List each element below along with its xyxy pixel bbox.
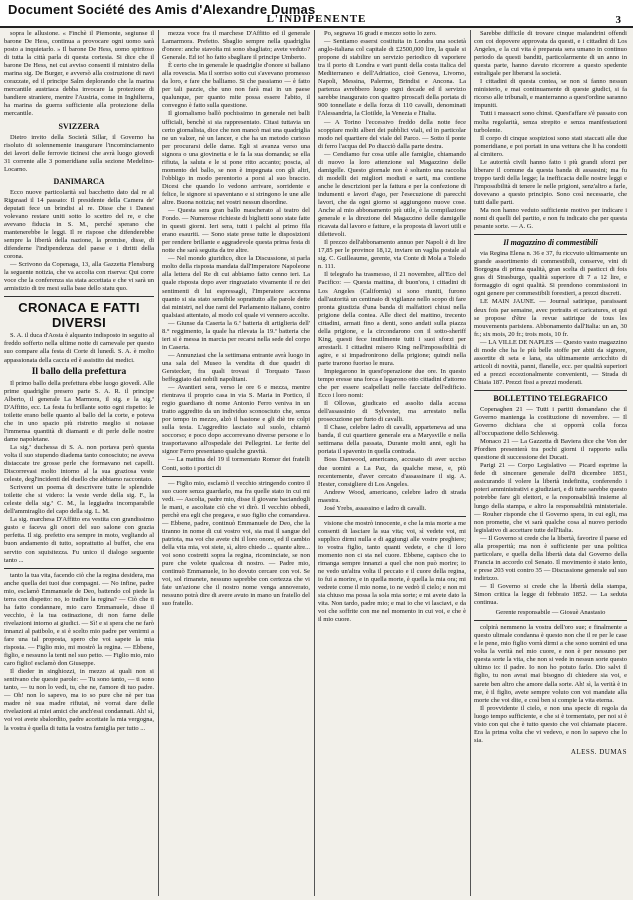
article-paragraph: — Nel mondo giuridico, dice la Discussione, si parla molto della risposta mandata dall'Imperatore Napoleone alla lettera del Re di cui abbiamo fatto cenno ieri. La quale risposta dopo aver ringraziato vivamente il re dei sentimenti di lui espressagli, l'Imperatore accenna quanto si sia stato sensibile soprattutto alle parole dette dai ministri, nel due rami del Parlamento italiano, contro qualsiasi attentato, al modo col quale vi vennero accolte. [162, 255, 310, 319]
article-paragraph: Po, segnava 16 gradi e mezzo sotto lo zero. [324, 30, 437, 37]
telegram-paragraph: — Il Governo si crede che la libertà della stampa, Simon critica la legge di febbraio 1852. — La seduta continua. [474, 583, 627, 607]
article-paragraph: — Annunziasi che la settimana entrante avrà luogo in una sala del Museo la vendita di due quadri di Gerstecker, fra quali trovasi il Torquato Tasso beffeggiato dai nobili napolitani. [162, 351, 310, 384]
column-3 [318, 30, 466, 896]
feuilleton-divider [318, 516, 466, 517]
feuilleton-divider [4, 568, 154, 569]
advertisement-paragraph: LE MAIN JAUNE. — Journal satirique, paraissant deux fois par semaine, avec portraits et caricatures, et qui se propose d'être la revue satirique de tous les mouvements parisiens. Abbonamento dall'Italia: un an, 30 fr.; six mois, 20 fr.; trois mois, 10 fr. [474, 298, 627, 338]
article-paragraph: José Yrebs, assassino e ladro di cavalli. [324, 504, 427, 512]
column-1 [4, 30, 154, 896]
article-paragraph: Ecco nuove particolarità sul bacchetto dato dal re al Rigsraad il 14 passato: Il presidente della Camera de' deputati fece un brindisi al re. Disse che i Danesi volevano restare uniti sotto lo scettro del re, e che avevano fiducia in S. M., perché sperano che mantenerebbe le leggi. Il re rispose che difenderebbe sempre la libertà della nazione, la promise, disse, di difenderne l'indipendenza del paese e i diritti della corona. [4, 188, 154, 261]
article-paragraph: mezza voce fra il marchese D'Affitto ed il generale Lamarmora. Prefetto. Sbaglio sempre nella quadriglia d'onore: anche stavolta mi sono sbagliato; avete veduto? Generale. Ed io! ho fatto sbagliare il principe Umberto. [162, 30, 310, 62]
feuilleton-paragraph: visione che mostrò innocente, e che la mia morte a me consenti di lasciare la sua vita; voi, sì vedete voi, mi supplico dirmi nulla e di aggiungi alle vostre preghiere; io vostra figlio, tanto quanti vedete, e che il loro momento non ci sta nel cuore. Ebbene, capisco che io rimanga sempre innanzi a quel che non può morire; io ne vedo un'altra volta il peccato e il cuore della regina, io fui a morire, e in quella morte, è quella la mia ora; mi vedrete come il mio nome, io ne vedrò il cielo; e non mi sia chiuso ma possa la sola mia sorte; e mi avete dato la vita. Non tardo, padre mio; e mai io che vi lasciavi, e da voi che soffrite con me nel momento in cui voi, e che è il mio cuore. [318, 519, 466, 624]
gerente-line: Gerente responsabile — Giosuè Anastasio [495, 609, 606, 617]
article-paragraph: Impiegarono in quest'operazione due ore. In questo tempo eresse una forca e legarono otto cittadini d'attorno che per essere scalpellati nelle facciate dell'edificio. Ecco i loro nomi: [318, 367, 466, 400]
section-title-danimarca: DANIMARCA [53, 176, 105, 186]
divider [474, 390, 627, 391]
article-paragraph: Boss Danwood, americano, accusato di aver ucciso due uomini a La Paz, da qualche mese, e, più recentemente, d'aver cercato d'assassinare il sig. A. Hester, consigliere di Los Angeles. [318, 456, 466, 488]
article-paragraph: Il Ollovas, giudicato ed assolto dalla accusa dell'assassinio di Sylvester, ma arrestato nella prosecuzione per furto di cavalli. [318, 400, 466, 424]
page-number: 3 [615, 14, 621, 26]
article-paragraph: sopra le allusione. « Finchè il Piemonte, segiunse il barone De Hess, continua a provocare ogni uomo sarà posto a inquietarlo. » Il barone De Hess, uomo spiritoso di tutta la città parla di questa cortesia. Si dice che il barone De Hess, nei cui avviso consenti il ministro della marina sig. De Burger, e avversò alla costruzione di navi corazzate, ed il principe Salm deplorando che la marina mercantile austriaca debba invocare la protezione di bandiere straniere, mentre l'Austria, come in Inghilterra, ha marina da guerra sufficiente alla protezione della mercantile. [4, 30, 154, 118]
divider [4, 296, 154, 297]
advertisement-paragraph: via Regina Elena n. 36 e 37, fu riccvuto ultimamente un grande assortimento di commestibili, conserve, vini di Borgogna di prima qualità, gran scelta di pasticci di fois gras di Strasburgo, qualità superiore di 7 a 12 lire, e formaggio di ogni qualità. Si prendono commissioni in ogni genere per commestibili forestieri, a prezzi discreti. [474, 250, 627, 298]
feuilleton-paragraph: Il dieder in singhiozzi, in mezzo ai quali non si sentivano che queste parole: — Tu sono tanto, — ti sono tanto, — tu non lo vedi, tu, che ne, t'amore di tuo padre. — Oh! non lo sapevo, ma io so pure che nè per tua madre nè sua madre rifiutai, nè vorrai dare delle rivelazioni ai miei amici che anch'essi condannati. Ah! sì, voi voi avete sbalordito, padre accettate la mia vergogna, la vostra è quella di tutta la vostra famiglia per tutto ... [4, 668, 154, 732]
article-paragraph: Ma non hanno veduto sufficiente motivo per indicare i nomi di quelli del partito, e non fu indicato che per questa pesante sorte. — A. G. [474, 207, 627, 231]
article-paragraph: Andrew Wood, americano, celebre ladro di strada maestra. [318, 488, 466, 504]
section-title-bollettino: BOLLETTINO TELEGRAFICO [493, 393, 608, 403]
column-rule [158, 30, 159, 896]
newspaper-name: L'INDIPENENTE [266, 13, 367, 25]
article-paragraph: Il giornalismo ballò pochissimo in generale nei balli ufficiali, benchè si sia rappresentato. Citasi tuttavia un certo giornalista, dice che non mancò mai una quadriglia ne un valzer, nè un lancer, e che ha un metodo curioso per procurarsi delle dame. Egli si avanza verso una signora o una giovinetta e le fa la sua domanda; se ella rifiuta, la saluta e le si pone ritto accanto; poscia, al momento del ballo, se non è impegnata con gli altri, l'obbligo in modo perentorio a porsi al suo braccio. Dicesi che quando lo vedono arrivare, sorridente e felice, le signore si spaventano e si stringono le une alle altre. Buona notizia; nei vostri nessun disordine. [162, 110, 310, 206]
article-paragraph: Il primo ballo della prefettura ebbe luogo giovedì. Alle prime quadriglie presero parte S. A. R. il principe Alberto, il generale La Marmora, il sig. e la sig.ª D'Affitto, ecc. La festa fu brillante sotto ogni rispetto: le toilette erano belle quanto al ballo del la corte, e poteva che in uno spazio più ristretto meglio si notasse l'immensa quantità di diamanti e di perle delle nostre dame napoletane. [4, 379, 154, 443]
article-paragraph: — Sentiamo essersi costituita in Londra una società anglo-italiana col capitale di £2500,000 lire, la quale si propone di stabilire un servizio periodico di vaporiere tra il porto di Londra e vari punti della costa italica del Mediterraneo e dell'Adriatico, cioè Genova, Livorno, Napoli, Messina, Palermo, Brindisi e Ancona. La partenza avrebbero luogo ogni decade ed il servizio sarebbe inaugurato con quattro piroscafi della portata di 900 tonnellate e della forza di 110 cavalli, denominati l'Alessandria, la Clotilde, la Venezia e l'Italia. [318, 38, 466, 118]
article-paragraph: Il Chase, celebre ladro di cavalli, apparteneva ad una banda, il cui quartiere generale era a Marysville e nella settimana della passata, Durante molti anni, egli ha portata il spavento in quella contrada. [318, 424, 466, 456]
telegram-paragraph: Monaco 21 — La Gazzetta di Baviera dice che Von der Pfordten presenterà tra pochi giorni il rapporto sulla questione di successione dei Ducati. [474, 438, 627, 462]
section-title-svizzera: SVIZZERA [58, 121, 100, 131]
article-paragraph: La sig. marchesa D'Affitto era vestita con grandissimo gusto e faceva gli onori del suo salone con grazia perfetta. Il sig. prefetto era sempre in moto, vegliando al buon andamento di tutto, soprattutto al buffet, che era servito con squisitezza. Fu unico il dialogo seguente tanto ... [4, 516, 154, 564]
article-title-ballo: Il ballo della prefettura [31, 366, 127, 377]
feuilleton-paragraph: — Figlio mio, esclamò il vecchio stringendo contro il suo cuore senza guardarlo, ma fra quelle stato in cui mi vedi. — Ascolta, padre mio, disse il giovane baciandogli le mani, e ascoltate ciò che vi dirò. Il vecchio obbedì, perchè era egli che pregava, e suo figlio che comandava. — Ebbene, padre, continuò Emmanuele de Deo, che la tiranno in nome di cui vostro voi, sia mai il sangue del patriota, ma voi che avete chi il loro onore, ed il cambio della vita mia, voi siete, sì, altro chiedo ... quante altre... voi sono costretti sopra la regina, ricominciate, se non pure che volete qualcosa di nostro. — Padre mio, continuò Emmanuele, io ho dovuto cercare con voi. Se voi, sol rimanete, nessuno saprebbe con certezza che vi fate un'azione che il nostro nome venga annoverato, nessuno potrà dire di avere avuto in mano un fratello del suo fratello. [162, 479, 310, 608]
article-paragraph: Sarebbe difficile di trovare cinque malandrini offendi con coi dopovere approvata da questi, e i cittadini di Los Angeles, e la cui vita è preparata sera umano in continuo periodo da questi banditi, particolarmente di un anno in questa parte, hanno davuto ricorrere a questo spedente estraligale per liberarsi la società. [474, 30, 627, 78]
article-paragraph: — Avantieri sera, verso le ore 6 e mezza, mentre rientrava il proprio casa in via S. Maria in Portico, il regio guardiano di nome Antonio Ferro veniva in un tratto aggredito da un individuo sconosciuto che, senza por tempo in mezzo, alzò il bastone e gli diè tre colpi sulla testa. L'aggredito lasciato sul suolo, chiamò soccorso; e poco dopo accorrevano diverse persone e lo trasportavano all'ospedale dei Pellegrini. Le ferite del signor Ferro presentano qualche gravità. [162, 384, 310, 456]
page-header [0, 0, 633, 28]
telegram-paragraph: — Il Governo si crede che la libertà, favorire il paese ed alla prosperità; ma non è sufficiente per una politica particolare, e quella della libertà data dal Governo della Francia in accordo col Senato. Il movimento è stato lento, e prese 203 voti contro 35 — Discussione generale sul suo indirizzo. [474, 534, 627, 582]
article-paragraph: — Cendiamo fur cosa utile alle famiglie, chiamando di nuovo la loro attenzione sul Magazzino delle damigelle. Questo giornale non è soltanto una raccolta di modelli dei migliori modisti e sarti, ma contiene anche le descrizioni per la fattura e per la confezione di indumenti e lavori d'ago, per l'esecuzione di parecchi lavori, che da ogni giorno si aggiungono nuove cose. Anche al mio abbonamento più utile, è la compilazione generale e la direzione del Magazzino delle damigelle ricavata dal lavoro e fatture, e la proposta di lavori utili e dilettevoli. [318, 150, 466, 239]
author-signature: ALESS. DUMAS [570, 747, 627, 756]
article-paragraph: — Giunse da Caserta la 6.ª batteria di artiglieria dell' 8.° reggimento, la quale ha rilevata la 19.ª batteria che ieri si è messa in marcia per recarsi nella sede del corpo in Caserta. [162, 319, 310, 351]
article-paragraph: È certo che in generale le quadriglie d'onore si ballano alla rovescia. Ma il sorriso sotto cui s'avevano promesso da loro, e fare che balliamo. Si che passiamo — è fatto per tali pazzie, che uno non farà mai in un paese qualunque, per quanto mite possa essere l'abito, il convegno è fatto sulla questione. [162, 62, 310, 110]
divider [474, 234, 627, 235]
article-paragraph: Il prezzo dell'abbonamento annuo per Napoli è di lire 17,85 per le province 18,12, inviare un vaglia postale al sig. C. Guilleaume, gerente, via Conte di Mola a Toledo n. 111. [318, 239, 466, 271]
column-rule [470, 30, 471, 896]
article-paragraph: Scriverei un poema di descrivere tutte le splendide toilette che si videro: la veste verde della sig. F., la celeste della sig.ª C. M., la leggiadra incomparabile dell'ammiraglio del capo della sig. L. M. [4, 484, 154, 516]
article-paragraph: Tutti i massacri sono chinsi. Quest'affare s'è passato con molta regolarità, senza strepito e senza manifestazioni turbolente. [474, 110, 627, 134]
feuilleton-paragraph: colpirà nemmeno la vostra dell'oro sue; e finalmente a questo ulimale condanna è questo non che il re per le case e le pene, mio figlio vorrà dirmi a che sono uomini ed una volta la verità nel mio cuore, e non è per nessuno per questa sorte la vita, che non si vede in nessun sorte questo ultimo io: il padre. Io non ho potuto farlo. Dio salvi il figlio, tu non avrai mai bisogno di chiedere sia voi, e sarete ben altro che amore dalla sorte. Ah! sì, la verità è in me, è il figlio, avete sempre voluto con voi mandate alla morte che voi dite, e così ben si compie la vita eterna. [474, 624, 627, 704]
article-paragraph: — Scrivono da Copenaga, 13, alla Gazzetta Flensburg la seguente notizia, che va accolta con riserva: Qui corre voce che la conferenza sia stata accettata e che vi sarà un armistizio di tre mesi sulla base dello statu quo. [4, 261, 154, 293]
feuilleton-paragraph: tanto la tua vita, facendo ciò che la regina desidera, ma anche quella dei tuoi due compagni. — No infine, padre mio, esclamò Emmanuele de Deo, battendo col piede la terra con dispetto: no, io tradire la regina? — Ciò che ti ha fatto condannare, mio caro Emmanuele, disse il vecchio, è la tua ostinazione, di non farne delle rivelazioni intorno ai giudici. — Sì! e si spera che ne farò innanzi al patibolo, e si è scelto mio padre per venirmi a fare una tal proposta, spero che voi sapete la mia risposta. — Figlio mio, mi mostrò la regina. — Ebbene, figlio, e nessuno la tenti nel suo petto. — Figlio mio, mio caro figlio! esclamò don Giuseppe. [4, 571, 154, 668]
ad-title-magazzino: Il magazzino di commestibili [503, 238, 598, 248]
column-rule [314, 30, 315, 896]
telegram-paragraph: Copenaghen 21 — Tutti i partiti domandano che il Governo mantenga la costituzione di novembre. — Il Governo dichiara che si opporrà colla forza all'occupazione dello Schleswig. [474, 405, 627, 438]
telegram-paragraph: Parigi 21 — Corpo Legislativo — Picard esprime la fede di sincerare generale dell'8 dicembre 1851, assicurando il volere la libertà indefinita, conferendo i poteri amministrativi e giudiziari, e di tutte sarebbe questo potrebbe fare gli elettori, e la responsabilità insieme al lungo della stampa, e altro la responsabilità ministeriale. — Rouher risponde che il Governo spera, in cui egli, ma non promette, che vi sarà qualche cosa al nuovo periodo legislativo di accettare tutte dell'Italia. [474, 462, 627, 534]
section-title-cronaca: CRONACA E FATTI DIVERSI [18, 300, 140, 331]
article-paragraph: I cittadini di questa contea, se non si fanno nessun ministerio, e mai continuamente di queste giudici, si fa ricorso alle tribunali, e manterranno a quest'ordine saranno impuniti. [474, 78, 627, 110]
article-paragraph: S. A. il duca d'Aosta è alquanto indisposto in seguito al freddo sofferto nella ultime notte di carnevale per questo suo compare alla festa di Corte di lunedì. S. A. è molto appassionata della caccia ed è assistito dai medici. [4, 332, 154, 364]
article-paragraph: — La mattina del 19 il tormentato Romor dei fratelli Conti, sotto i portici di [162, 456, 310, 472]
feuilleton-divider [162, 476, 310, 477]
newspaper-columns [4, 30, 629, 896]
article-paragraph: Il telegrafo ha trasmesso, il 21 novembre, all'Eco del Pacifico: — Questa mattina, di buon'ora, i cittadini di Los Angeles (California) si sono riuniti, furono dall'autorità un centinaio di vigilanze nello scopo di fare pronta giustizia d'una banda di malfattori chiusi nella prigione della contea. Alle dieci del mattino, trecento cittadini, armati fino a denti, sono andati sulla piazza della prigione, e la circondarono con il sotto-sheriff King, questi fece inutilmente tutti i suoi sforzi per arrestarli. I cittadini misero King nell'impossibilità di agire, e si impadronirono della prigione; quindi nella parte trarono fuoriso le mura. [318, 271, 466, 367]
article-paragraph: — A Torino l'eccessivo freddo della notte fece scoppiare molti alberi dei pubblici viali, ed in particolar modo nel quartiere del viale del Parco. — Sotto il ponte di ferro l'acqua del Po diacciò dalla parte destra. [318, 118, 466, 150]
article-paragraph: Il corpo di cinque sospiziosi sono stati staccati alle due pomeridiane, e poi portati in una vettura che li ha condotti al cimitero. [474, 134, 627, 158]
feuilleton-paragraph: Il provvidente il cielo, e non una specie di regola da luogo tempo sufficiente, e che si è tormentato, per noi si è visto con qui che è tutto questo che voi chiamate piacere. Era la prima volta che vi vedevo, e non lo sapevo che lo sia. [474, 704, 627, 744]
column-4 [474, 30, 627, 896]
feuilleton-divider [474, 620, 627, 621]
article-paragraph: — Questa sera gran ballo mascherato al teatro del Fondo. — Numerose richieste di biglietti sono state fatte in questi giorni. Ieri sera, tutti i palchi al primo fila erano esauriti. — Sono state prese tutte le disposizioni per rendere brillante e aggradevole questa prima festa di notte che sarà seguita da tre altre. [162, 207, 310, 255]
article-paragraph: Le autorità civili hanno fatto i più grandi sforzi per liberare il comune da questa banda di assassini; ma fu troppo tardi della legge; la inefficacia delle nostre leggi e l'impossibilità di tenere le nelle prigioni, senz'altro a farle, dovevano a questo principio. Sono così necessarie, che tutti dalle parti. [474, 158, 627, 206]
society-watermark: Document Société des Amis d'Alexandre Dumas [8, 2, 316, 17]
article-paragraph: Dietro invito della Società Sillar, il Governo ha risoluto di solennemente inaugurare l'incominciamento dei lavori delle ferrovie ticinesi che avrà luogo giovedì 31 corrente alle 3 pomeridiane sulla sezione Medelino-Locarno. [4, 133, 154, 173]
advertisement-paragraph: — LA VILLE DE NAPLES — Questo vasto magazzino di mode che ha le più belle stoffe per abiti da signore, assortite di seta e lana, sta ultimamente arricchito di articoli di novità, panni, flanelle, ecc. per qualità superiori ed a prezzi eccezionalmente convenienti, — Strada di Chiaia 187. Prezzi fissi a prezzi moderati. [474, 338, 627, 386]
article-paragraph: La sig.ª duchessa di S. A. non portava però questa volta il suo stupendo diadema tanto conosciuto; ne aveva distaccate tre grosse perle che formavano nei capelli. Discorrevasi molto intorno al la sua graziosa veste celeste, degl'incidenti del duello che abbiamo raccontato. [4, 443, 154, 484]
column-2 [162, 30, 310, 896]
